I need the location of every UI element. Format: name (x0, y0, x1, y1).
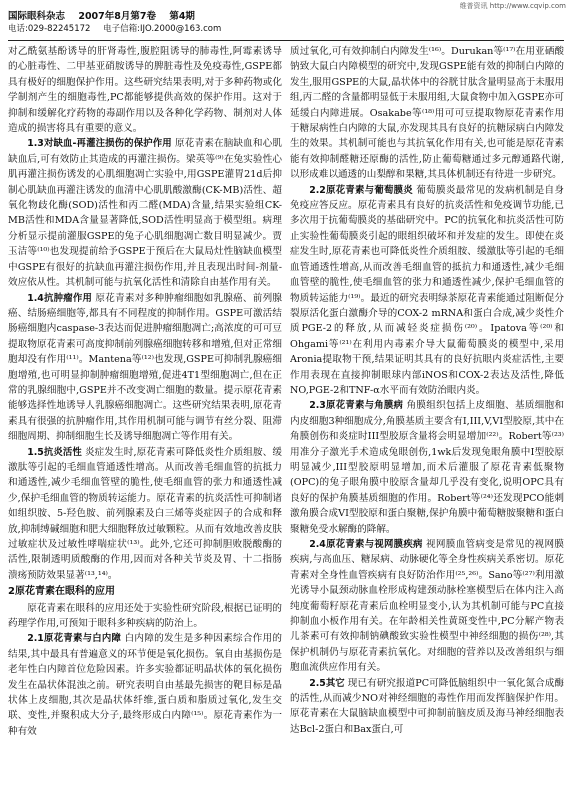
section-heading: 1.4抗肿瘤作用 (27, 292, 93, 304)
paragraph-section-2-5 (290, 676, 564, 738)
paragraph-text: 视网膜血管病变是常见的视网膜疾病,与高血压、糖尿病、动脉硬化等全身性疾病关系密切。原花青素对全身性血管疾病有良好防治作用⁽²⁵,²⁶⁾。Sano等⁽²⁷⁾利用激光诱导小鼠颈动脉血栓形成构建颈动脉栓塞模型后在体内注入高纯度葡萄籽原花青素后血栓明显变小,认为其机制可能与PC直接抑制血小板作用有关。在年龄相关性黄斑变性中,PC分解产物表儿茶素可有效抑制钠碘酸致实验性模型中神经细胞的损伤⁽²⁸⁾,其保护机制仍与原花青素抗氧化。对细胞的营养以及改善组织与细胞血流供应作用有关。 (290, 539, 564, 674)
journal-issue: 第4期 (169, 11, 195, 22)
header-divider (8, 40, 564, 41)
paragraph-section-2-2 (290, 183, 564, 399)
left-column (8, 44, 282, 786)
journal-date: 2007年8月第7卷 (78, 11, 156, 22)
section-heading: 2.3原花青素与角膜病 (309, 400, 404, 412)
paragraph: 质过氧化,可有效抑制白内障发生⁽¹⁶⁾。Durukan等⁽¹⁷⁾在用亚硒酸钠致大鼠白内障模型的研究中,发现GSPE能有效的抑制白内障的发生,服用GSPE的大鼠,晶状体中的谷胱甘肽含量明显高于未服用组,丙二醛的含量都明显低于未服用组,大鼠食物中加入GSPE亦可延缓白内障进展。Osakabe等⁽¹⁸⁾用可可豆提取物原花青素作用于糖尿病性白内障的大鼠,亦发现其具有良好的抗糖尿病白内障发生的效果。其机制可能也与其抗氧化作用有关,也可能是原花青素能有效抑制醛糖还原酶的活性,防止葡萄糖通过多元醇通路代谢,以形成难以通透的山梨醇和果糖,其具体机制还有待进一步研究。 (290, 46, 564, 181)
header-contact-line (8, 23, 564, 36)
paragraph-text: 炎症发生时,原花青素可降低炎性介质组胺、缓激肽等引起的毛细血管通透性增高。从而改善毛细血管的抗抵力和通透性,减少毛细血管壁的脆性,使毛细血管的张力和通透性减少,保护毛细血管的物质转运能力。原花青素的抗炎活性可抑制诸如组织胺、5-羟色胺、前列腺素及白三烯等炎症因子的合成和释放,抑制缚碱细胞和肥大细胞释放过敏颗粒。从而有效地改善皮肤过敏症状及过敏性哮喘症状⁽¹³⁾。此外,它还可抑制胆败脱酸酶的活性,限制透明质酸酶的作用,因而对各种关节炎及胃、十二指肠溃疡预防效果显著⁽¹³,¹⁴⁾。 (8, 446, 282, 581)
right-column (290, 44, 564, 786)
paragraph-text: 白内障的发生是多种因素综合作用的结果,其中最具有普遍意义的环节便是氧化损伤。氧自由基损伤是老年性白内障首位危险因素。许多实验都证明晶状体的氧化损伤发生在晶状体混浊之前。研究表明自由基最先损害的靶目标是晶状体上皮细胞,其次是晶状体纤维,蛋白质和脂质过氧化,发生交联、变性,并聚积成大分子,最终形成白内障⁽¹⁵⁾。原花青素作为一种有效 (8, 633, 282, 737)
paragraph-section-2-1 (8, 631, 282, 739)
section-heading: 2.1原花青素与白内障 (27, 633, 122, 645)
section-heading-2: 2原花青素在眼科的应用 (8, 586, 115, 598)
journal-phone: 电话:029-82245172 (8, 24, 91, 34)
section-heading: 2.4原花青素与视网膜疾病 (309, 539, 423, 550)
paragraph-text: 葡萄膜炎最常见的发病机制是自身免疫应答反应。原花青素具有良好的抗炎活性和免疫调节功能,已多次用于抗葡萄膜炎的基础研究中。PC的抗氧化和抗炎活性可防止实验性葡萄膜炎引起的眼组织破坏和并发症的发生。即使在炎症发生时,原花青素也可降低炎性介质组胺、缓激肽等引起的毛细血管通透性增高,从而改善毛细血管的抵抗力和通透性,减少毛细血管壁的脆性,使毛细血管的张力和通透性减少,保护毛细血管的物质转运能力⁽¹⁹⁾。最近的研究表明绿茶原花青素能通过阻断促分裂原活化蛋白激酶介导的COX-2 mRNA和蛋白合成,减少炎性介质PGE-2的释放,从而减轻炎症损伤⁽²⁰⁾。Ipatova等⁽²⁰⁾和Ohgami等⁽²¹⁾在利用内毒素介导大鼠葡萄膜炎的模型中,采用Aronia提取物干预,结果证明其具有的良好抗眼内炎症活性,主要作用表现在直接抑制眼球内部iNOS和COX-2表达及活性,降低NO,PGE-2和TNF-α水平而有效防治眼内炎。 (290, 184, 564, 396)
section-heading: 2.2原花青素与葡萄膜炎 (309, 184, 413, 196)
paragraph-section-2-3 (290, 398, 564, 537)
journal-email: 电子信箱:IJO.2000@163.com (103, 24, 222, 34)
section-heading: 1.5抗炎活性 (27, 446, 82, 458)
paragraph-text: 角膜组织包括上皮细胞、基质细胞和内皮细胞3种细胞成分,角膜基质主要含有I,III,V,VI型胶原,其中在角膜创伤和炎症时III型胶原含量将会明显增加⁽²²⁾。Robert等⁽²³⁾用准分子激光手术造成兔眼创伤,1wk后发现兔眼角膜中I型胶原明显减少,III型胶原明显增加,而术后灌服了原花青素低聚物(OPC)的兔子眼角膜中胶原含量却几乎没有变化,说明OPC具有良好的保护角膜基质细胞的作用。Robert等⁽²⁴⁾还发现PCO能刺激角膜合成VI型胶原和蛋白聚糖,保护角膜中葡萄糖胺聚糖和蛋白聚糖免受水解酶的降解。 (290, 400, 564, 535)
watermark-text: 维普资讯 http://www.cqvip.com (459, 2, 566, 10)
page-header (8, 10, 564, 40)
section-heading: 2.5其它 (309, 677, 345, 689)
section-heading: 1.3对缺血-再灌注损伤的保护作用 (27, 138, 172, 150)
paragraph: 原花青素在眼科的应用还处于实验性研究阶段,根据已证明的药理学作用,可预知于眼科多种疾病的防治上。 (8, 602, 282, 630)
paragraph-section-1-5 (8, 445, 282, 584)
paragraph: 对乙酰氨基酚诱导的肝肾毒性,腹腔阻诱导的肺毒性,阿霉素诱导的心脏毒性、二甲基亚硝胺诱导的脾脏毒性及免疫毒性,GSPE都具有极好的细胞保护作用。这些研究结果表明,对于多种药物或化学制剂产生的细胞毒性,PC都能够提供高效的保护作用。这对于抑制和缓解化疗药物的毒副作用以及各种化学药物、制剂对人体造成的损害将具有重要的意义。 (8, 46, 282, 135)
paragraph-section-1-3 (8, 136, 282, 290)
header-journal-line (8, 10, 564, 23)
paragraph-text: 现已有研究报道PC可降低脑组织中一氧化氮合成酶的活性,从而减少NO对神经细胞的毒性作用而发挥脑保护作用。原花青素在大鼠脑缺血模型中可抑制前脑皮质及海马神经细胞表达Bcl-2蛋白和Bax蛋白,可 (290, 677, 564, 735)
paragraph-text: 原花青素在脑缺血和心肌缺血后,可有效防止其造成的再灌注损伤。梁英等⁽⁹⁾在兔实验性心肌再灌注损伤诱发的心肌细胞凋亡实验中,用GSPE灌胃21d后抑制心肌缺血再灌注诱发的血清中心肌肌酸激酶(CK-MB)活性、超氧化物歧化酶(SOD)活性和丙二醛(MDA)含量,结果实验组CK-MB活性和MDA含量显著降低,SOD活性明显高于模型组。病理分析显示提前灌服GSPE的兔子心肌细胞凋亡数目明显减少。贾玉洁等⁽¹⁰⁾也发现提前给予GSPE于预后在大鼠局灶性脑缺血模型中GSPE有很好的抗缺血再灌注损伤作用,并且表现出时间-剂量-效应依从性。其机制可能与抗氧化活性和清除自由基作用有关。 (8, 138, 282, 289)
journal-name: 国际眼科杂志 (8, 11, 66, 22)
paragraph-text: 原花青素对多种肿瘤细胞如乳腺癌、前列腺癌、结肠癌细胞等,都具有不同程度的抑制作用。GSPE可激活结肠癌细胞内caspase-3表达而促进肿瘤细胞凋亡;高浓度的可可豆提取物原花青素可高度抑制前列腺癌细胞转移和增殖,但对正常细胞却没有作用⁽¹¹⁾。Mantena等⁽¹²⁾也发现,GSPE可抑制乳腺癌细胞增殖,也可明显抑制肿瘤细胞增殖,促进4T1型细胞凋亡,但在正常的乳腺细胞中,GSPE并不改变凋亡细胞的数量。提示原花青素能够选择性地诱导人乳腺癌细胞凋亡。这些研究结果表明,原花青素具有很强的抗肿瘤作用,其作用机制可能与调节有丝分裂、阻滞细胞周期、抑制细胞生长及诱导细胞凋亡等作用有关。 (8, 292, 282, 443)
paragraph-section-1-4 (8, 291, 282, 445)
paragraph-section-2-4 (290, 537, 564, 676)
